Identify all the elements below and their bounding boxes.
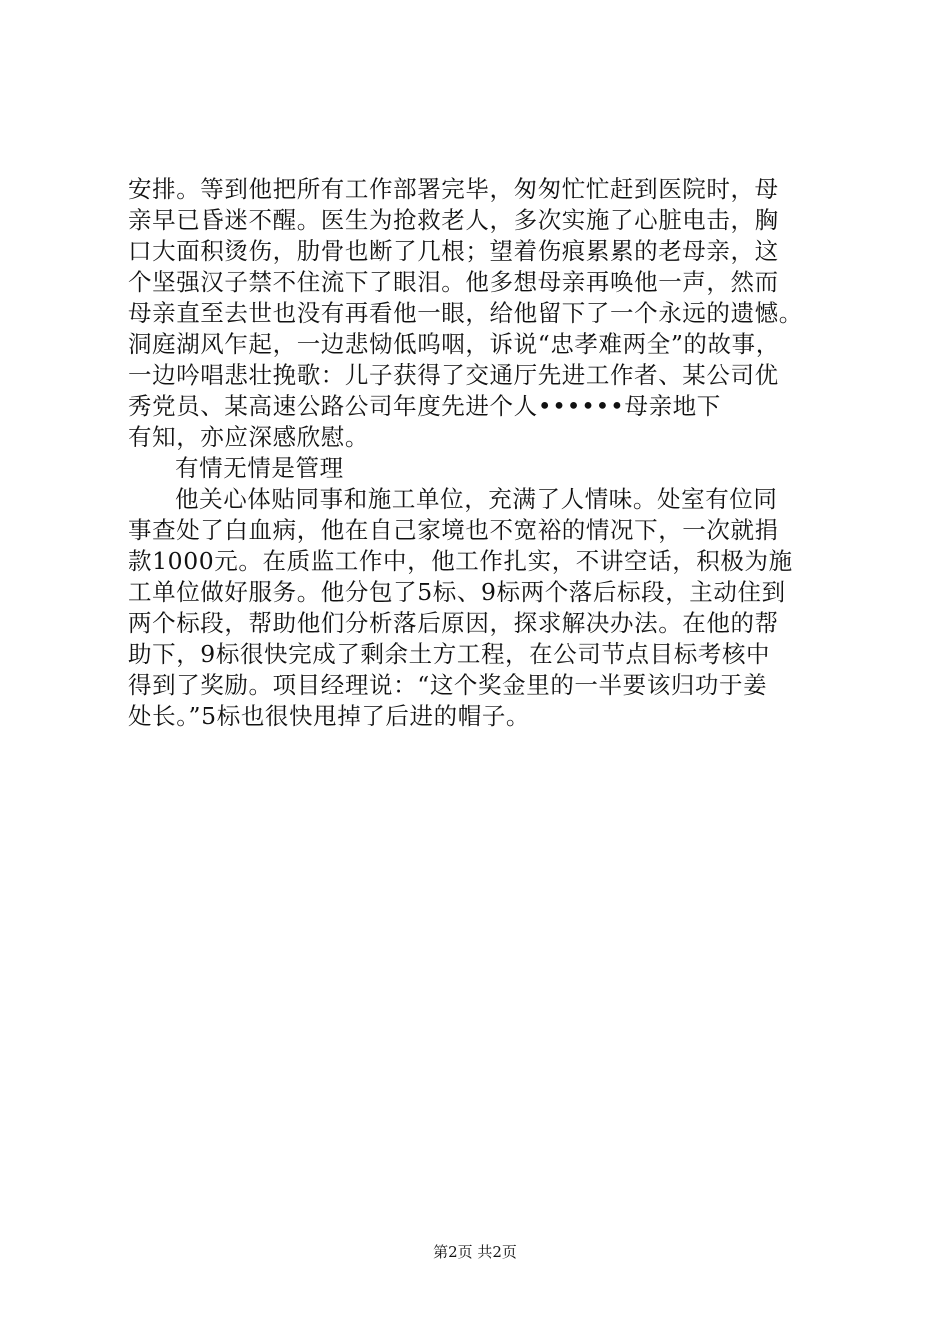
text-line: 口大面积烫伤，肋骨也断了几根；望着伤痕累累的老母亲，这 [128, 237, 779, 265]
text-line: 安排。等到他把所有工作部署完毕，匆匆忙忙赶到医院时，母 [128, 175, 779, 203]
text-line: 个坚强汉子禁不住流下了眼泪。他多想母亲再唤他一声，然而 [128, 268, 779, 296]
text-line: 他关心体贴同事和施工单位，充满了人情味。处室有位同 [175, 485, 778, 513]
text-line: 有知，亦应深感欣慰。 [128, 423, 369, 451]
document-body [128, 174, 840, 732]
text-line: 洞庭湖风乍起，一边悲恸低呜咽，诉说“忠孝难两全”的故事， [128, 330, 780, 358]
text-line: 两个标段，帮助他们分析落后原因，探求解决办法。在他的帮 [128, 609, 779, 637]
text-line: 事查处了白血病，他在自己家境也不宽裕的情况下，一次就捐 [128, 516, 779, 544]
text-line: 得到了奖励。项目经理说：“这个奖金里的一半要该归功于姜 [128, 671, 768, 699]
text-line: 亲早已昏迷不醒。医生为抢救老人，多次实施了心脏电击，胸 [128, 206, 779, 234]
section-heading: 有情无情是管理 [175, 454, 344, 482]
text-line: 助下，9标很快完成了剩余土方工程，在公司节点目标考核中 [128, 640, 771, 668]
text-line: 母亲直至去世也没有再看他一眼，给他留下了一个永远的遗憾。 [128, 299, 803, 327]
paragraph-mother-story [128, 174, 840, 453]
page-number-footer: 第2页 共2页 [433, 1243, 517, 1261]
paragraph-management [128, 484, 840, 732]
text-line: 秀党员、某高速公路公司年度先进个人••••••母亲地下 [128, 392, 721, 420]
text-line: 一边吟唱悲壮挽歌：儿子获得了交通厅先进工作者、某公司优 [128, 361, 779, 389]
text-line: 处长。”5标也很快甩掉了后进的帽子。 [128, 702, 531, 730]
text-line: 工单位做好服务。他分包了5标、9标两个落后标段，主动住到 [128, 578, 786, 606]
text-line: 款1000元。在质监工作中，他工作扎实，不讲空话，积极为施 [128, 547, 793, 575]
